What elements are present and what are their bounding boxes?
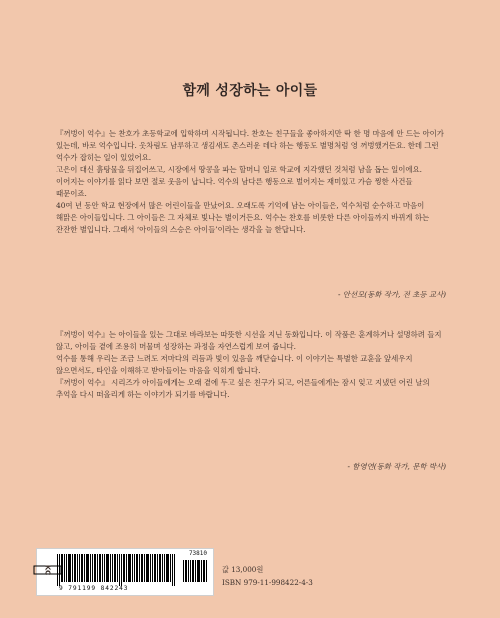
barcode-number: 9 791199 842243 [59, 585, 129, 592]
barcode-bars [57, 554, 209, 586]
review-credit-2: - 함영연(동화 작가, 문학 박사) [347, 462, 446, 471]
paragraph: 『꺼벙이 억수』는 찬호가 초등학교에 입학하며 시작됩니다. 찬호는 친구들을 좋아하지만 딱 한 명 마음에 안 드는 아이가 있는데, 바로 억수입니다. 옷차림도 남루하고 생김새도 촌스러운 데다 하는 행동도 별명처럼 영 꺼벙했거든요. 한데 그런 억수가 잡히는 일이 있었어요. [56, 129, 447, 162]
paragraph: 억수를 통해 우리는 조금 느려도 저마다의 리듬과 빛이 있음을 깨닫습니다. 이 이야기는 특별한 교훈을 앞세우지 않으면서도, 타인을 이해하고 받아들이는 마음을 익히게 합니다. [56, 354, 415, 375]
paragraph: 『꺼벙이 억수』 시리즈가 아이들에게는 오래 곁에 두고 싶은 친구가 되고, 어른들에게는 잠시 잊고 지냈던 어린 날의 추억을 다시 떠올리게 하는 이야기가 되기를 바랍니다. [56, 378, 433, 399]
paragraph: 고은이 대신 흙탕물을 뒤집어쓰고, 시장에서 땅콩을 파는 할머니 일로 학교에 지각했던 것처럼 남을 돕는 일이에요. 이어지는 이야기를 읽다 보면 절로 웃음이 납니다. 억수의 남다른 행동으로 벌어지는 재미있고 가슴 찡한 사건들 때문이죠. [56, 165, 425, 198]
isbn: ISBN 979-11-998422-4-3 [222, 578, 313, 587]
review-credit-1: - 안선모(동화 작가, 전 초등 교사) [337, 290, 446, 299]
kc-certification-icon: KC [34, 566, 62, 575]
paragraph: 40여 년 동안 학교 현장에서 많은 어린이들을 만났어요. 오래도록 기억에 남는 아이들은, 억수처럼 순수하고 마음이 해맑은 아이들입니다. 그 아이들은 그 자체로 빛나는 별이거든요. 억수는 찬호를 비롯한 다른 아이들까지 바뀌게 하는 잔잔한 별입니다. 그래서 ‘아이들의 스승은 아이들’이라는 생각을 늘 한답니다. [56, 201, 432, 234]
barcode-box [36, 548, 214, 596]
review-section-1 [56, 128, 447, 236]
review-section-2 [56, 329, 444, 401]
barcode-addon-number: 73810 [188, 550, 207, 557]
paragraph: 『꺼벙이 억수』는 아이들을 있는 그대로 바라보는 따뜻한 시선을 지닌 동화입니다. 이 작품은 훈계하거나 설명하려 들지 않고, 아이들 곁에 조용히 머물며 성장하는 과정을 자연스럽게 보여 줍니다. [56, 330, 444, 351]
price: 값 13,000원 [222, 565, 264, 574]
page-title: 함께 성장하는 아이들 [182, 83, 318, 99]
